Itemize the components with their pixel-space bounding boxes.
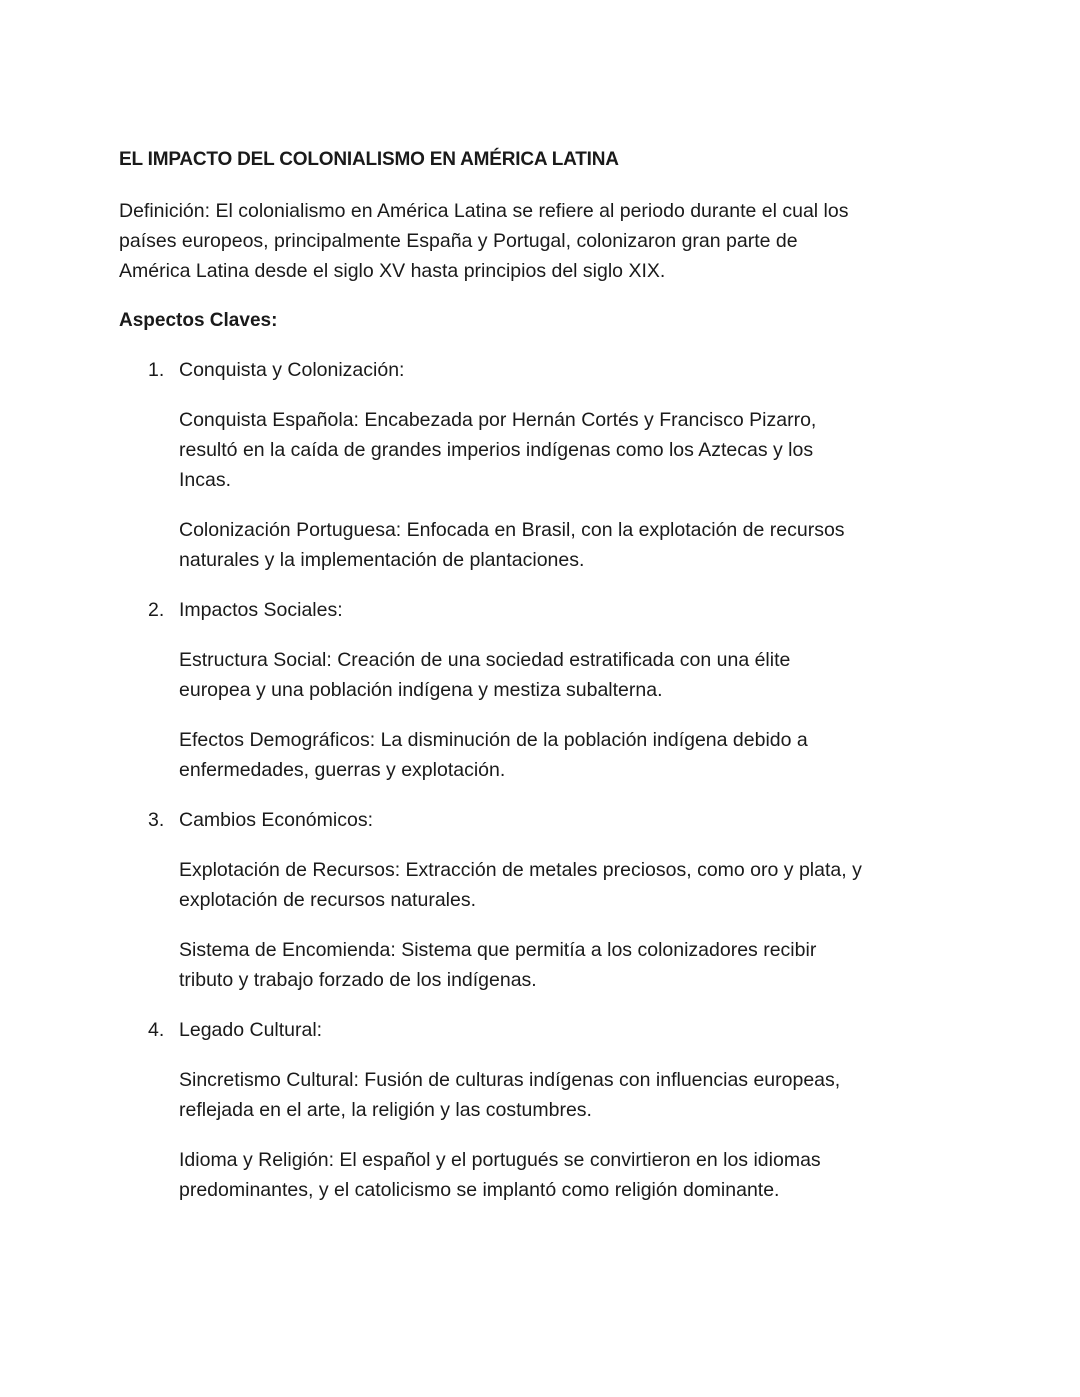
list-item-paragraph: Idioma y Religión: El español y el portugués se convirtieron en los idiomas predominantes, y el catolicismo se implantó como religión dominante. [179,1149,821,1201]
document-page [119,145,864,1225]
aspects-list [119,355,864,1205]
list-item-title: Cambios Económicos: [179,809,373,831]
list-item [119,805,864,995]
list-item-title: Legado Cultural: [179,1019,323,1041]
list-item [119,1015,864,1205]
list-number: 1. [148,359,165,381]
aspects-heading: Aspectos Claves: [119,310,278,331]
list-item-title: Impactos Sociales: [179,599,343,621]
list-item-paragraph: Estructura Social: Creación de una sociedad estratificada con una élite europea y una población indígena y mestiza subalterna. [179,649,791,701]
list-item-paragraph: Colonización Portuguesa: Enfocada en Brasil, con la explotación de recursos naturales y la implementación de plantaciones. [179,519,845,571]
list-item-paragraph: Sistema de Encomienda: Sistema que permitía a los colonizadores recibir tributo y trabajo forzado de los indígenas. [179,939,817,991]
document-title: EL IMPACTO DEL COLONIALISMO EN AMÉRICA LATINA [119,149,619,170]
list-number: 3. [148,809,165,831]
list-item-paragraph: Conquista Española: Encabezada por Hernán Cortés y Francisco Pizarro, resultó en la caída de grandes imperios indígenas como los Aztecas y los Incas. [179,409,817,491]
definition-paragraph: Definición: El colonialismo en América Latina se refiere al periodo durante el cual los países europeos, principalmente España y Portugal, colonizaron gran parte de América Latina desde el siglo XV hasta principios del siglo XIX. [119,200,849,282]
list-item-paragraph: Efectos Demográficos: La disminución de la población indígena debido a enfermedades, guerras y explotación. [179,729,808,781]
list-item-paragraph: Sincretismo Cultural: Fusión de culturas indígenas con influencias europeas, reflejada en el arte, la religión y las costumbres. [179,1069,841,1121]
list-number: 4. [148,1019,165,1041]
list-item [119,595,864,785]
list-item [119,355,864,575]
list-number: 2. [148,599,165,621]
list-item-title: Conquista y Colonización: [179,359,405,381]
list-item-paragraph: Explotación de Recursos: Extracción de metales preciosos, como oro y plata, y explotación de recursos naturales. [179,859,862,911]
